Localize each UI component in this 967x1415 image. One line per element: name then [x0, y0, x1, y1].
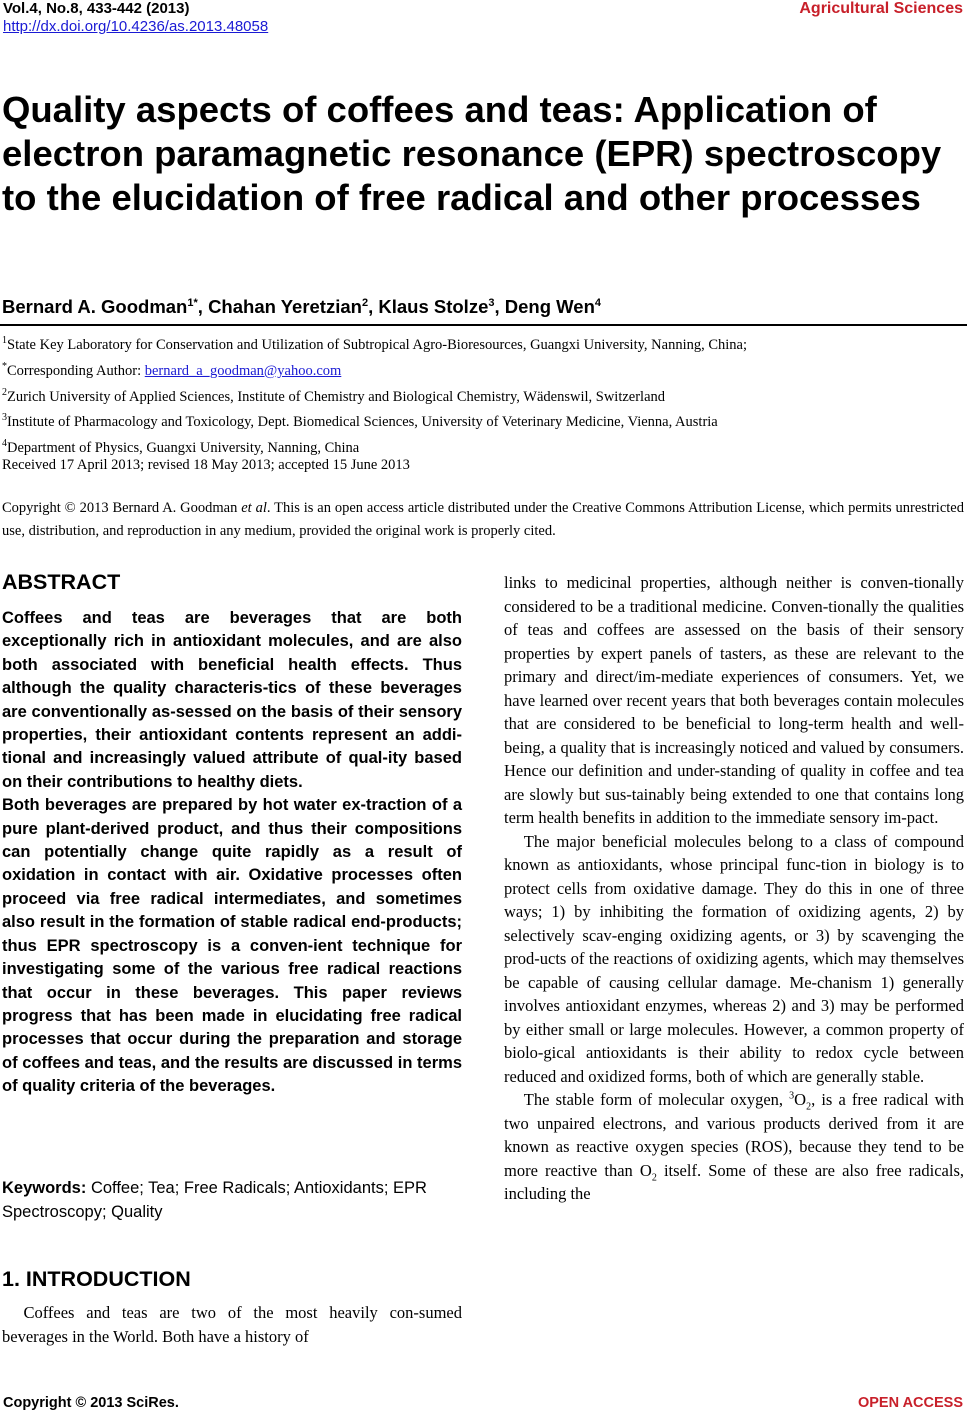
- affil-text: Zurich University of Applied Sciences, Institute of Chemistry and Biological Chemistry, Wädenswil, Switzerland: [7, 388, 666, 405]
- affiliation-4: [2, 433, 747, 459]
- body-paragraph: The major beneficial molecules belong to a class of compound known as antioxidants, whose principal func-tion in biology is to protect cells from oxidative damage. They do this in one of three ways; 1) by inhibiting the formation of oxidizing agents, 2) by selectively scav-enging oxidizing agents, or 3) by scavenging the prod-ucts of the reactions of oxidizing agents, which may themselves be capable of causing cellular damage. Me-chanism 1) generally involves antioxidant enzymes, whereas 2) and 3) may be performed by either small or large molecules. However, a common property of biolo-gical antioxidants is their ability to redox cycle between reduced and oxidized forms, both of which are generally stable.: [504, 831, 964, 1086]
- superscript: 3: [789, 1090, 795, 1102]
- received-dates: Received 17 April 2013; revised 18 May 2013; accepted 15 June 2013: [2, 457, 410, 473]
- journal-name: Agricultural Sciences: [799, 0, 963, 17]
- author-name: Bernard A. Goodman: [2, 296, 188, 317]
- abstract-body: [2, 607, 462, 1099]
- author-name: Klaus Stolze: [378, 296, 489, 317]
- affil-marker: *: [2, 360, 7, 372]
- affiliation-1: [2, 330, 747, 356]
- abstract-heading: ABSTRACT: [2, 570, 121, 594]
- affil-marker: 1: [2, 335, 7, 346]
- copyright-text: Copyright © 2013 Bernard A. Goodman: [2, 500, 242, 516]
- author-affil-marker: 1*: [187, 296, 198, 309]
- author-name: Deng Wen: [504, 296, 595, 317]
- author-name: Chahan Yeretzian: [208, 296, 362, 317]
- corresponding-author: [2, 356, 747, 382]
- affil-marker: 2: [2, 386, 7, 398]
- subscript: 2: [651, 1171, 657, 1183]
- copyright-text: . This is an open access article distributed under the Creative Commons Attribution License, which permits unrestricted use, distribution, and reproduction in any medium, provided the original work is properly cited.: [2, 500, 964, 539]
- affil-text: Institute of Pharmacology and Toxicology, Dept. Biomedical Sciences, University of Veterinary Medicine, Vienna, Austria: [7, 414, 718, 431]
- subscript: 2: [806, 1101, 812, 1113]
- body-text: , is a free radical with two unpaired electrons, and various products derived from it are known as reactive oxygen species (ROS), because they tend to be more reactive than O: [504, 1090, 964, 1180]
- affil-marker: 3: [2, 412, 7, 424]
- keywords-text: Coffee; Tea; Free Radicals; Antioxidants; EPR Spectroscopy; Quality: [2, 1179, 427, 1221]
- abstract-paragraph: Both beverages are prepared by hot water ex-traction of a pure plant-derived product, and thus their compositions can potentially change quite rapidly as a result of oxidation in contact with air. Oxidative processes often proceed via free radical intermediates, and sometimes also result in the formation of stable radical end-products; thus EPR spectroscopy is a conven-ient technique for investigating some of the various free radical reactions that occur in these beverages. This paper reviews progress that has been made in elucidating free radical processes that occur during the preparation and storage of coffees and teas, and the results are discussed in terms of quality criteria of the beverages.: [2, 796, 462, 1096]
- body-text: itself. Some of these are also free radicals, including the: [504, 1160, 964, 1203]
- body-paragraph: links to medicinal properties, although neither is conven-tionally considered to be a traditional medicine. Conven-tionally the qualities of teas and coffees are assessed on the basis of their sensory properties by expert panels of tasters, as these are relevant to the primary and direct/im-mediate experiences of consumers. Yet, we have learned over recent years that both beverages contain molecules that are considered to be beneficial to long-term health and well-being, a quality that is increasingly noticed and valued by consumers. Hence our definition and under-standing of quality in coffee and tea are slowly but sus-tainably being extended to one that contains long term health benefits in addition to the immediate sensory im-pact.: [504, 573, 964, 827]
- affil-text: Department of Physics, Guangxi University, Nanning, China: [7, 440, 360, 457]
- doi-link[interactable]: http://dx.doi.org/10.4236/as.2013.48058: [3, 18, 269, 35]
- body-paragraph: Coffees and teas are two of the most heavily con-sumed beverages in the World. Both have a history of: [2, 1303, 462, 1346]
- keywords-label: Keywords:: [2, 1179, 87, 1197]
- affiliation-2: [2, 382, 747, 408]
- author-separator: ,: [368, 296, 379, 317]
- copyright-notice: [2, 497, 964, 543]
- body-paragraph: [504, 1088, 964, 1206]
- keywords: [2, 1176, 462, 1224]
- section-heading-introduction: 1. INTRODUCTION: [2, 1267, 191, 1291]
- body-column-right: [504, 571, 964, 1206]
- footer-open-access: OPEN ACCESS: [857, 1395, 963, 1411]
- body-text: The stable form of molecular oxygen,: [523, 1090, 790, 1109]
- affiliation-list: [2, 330, 747, 459]
- paper-title: Quality aspects of coffees and teas: Application of electron paramagnetic resonance (EPR) spectroscopy to the elucidation of free radical and other processes: [2, 89, 942, 218]
- affiliation-3: [2, 407, 747, 433]
- title-divider: [0, 324, 967, 326]
- author-affil-marker: 2: [361, 296, 369, 309]
- abstract-paragraph: Coffees and teas are beverages that are both exceptionally rich in antioxidant molecules, and are also both associated with beneficial health effects. Thus although the quality characteris-tics of these beverages are conventionally as-sessed on the basis of their sensory properties, their antioxidant contents represent an addi-tional and increasingly valued attribute of qual-ity based on their contributions to healthy diets.: [2, 609, 462, 791]
- author-list: [2, 296, 601, 318]
- corr-label: Corresponding Author:: [7, 362, 145, 379]
- author-separator: ,: [494, 296, 505, 317]
- copyright-etal: et al: [241, 500, 267, 516]
- author-separator: ,: [197, 296, 209, 317]
- affil-text: State Key Laboratory for Conservation and Utilization of Subtropical Agro-Bioresources, Guangxi University, Nanning, China;: [7, 336, 748, 353]
- email-link[interactable]: bernard_a_goodman@yahoo.com: [144, 362, 342, 379]
- author-affil-marker: 3: [488, 296, 495, 309]
- affil-marker: 4: [2, 438, 7, 450]
- footer-copyright: Copyright © 2013 SciRes.: [3, 1395, 179, 1411]
- journal-volume: Vol.4, No.8, 433-442 (2013): [3, 0, 190, 17]
- author-affil-marker: 4: [594, 296, 601, 309]
- body-text: O: [794, 1090, 807, 1109]
